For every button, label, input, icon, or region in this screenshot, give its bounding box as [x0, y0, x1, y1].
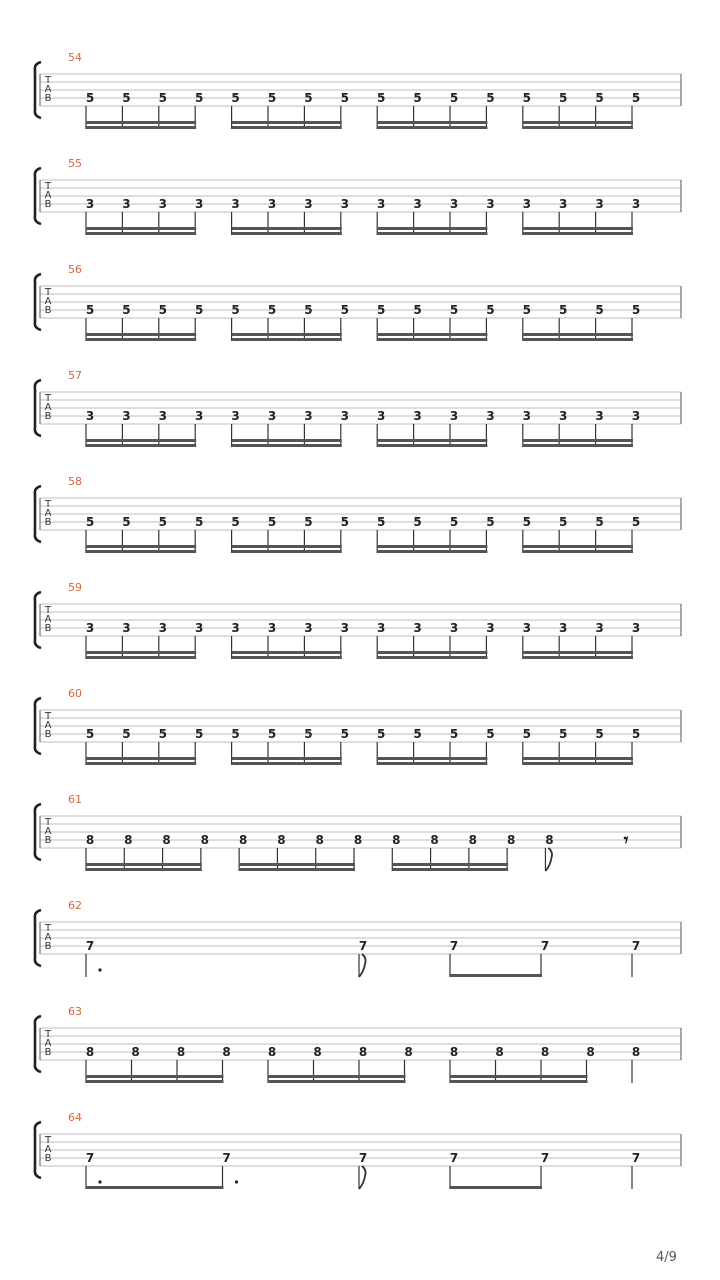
tab-clef-letter: B	[44, 941, 52, 952]
note-beam	[523, 338, 633, 341]
note-beam	[377, 444, 487, 447]
tab-system	[35, 157, 681, 235]
fret-number: 3	[377, 197, 386, 211]
note-beam	[523, 550, 633, 553]
fret-number: 5	[595, 515, 604, 529]
fret-number: 5	[85, 515, 95, 529]
fret-number: 3	[449, 621, 459, 635]
fret-number: 3	[85, 621, 95, 635]
tab-system	[35, 581, 681, 659]
fret-number: 8	[586, 1045, 595, 1059]
fret-number: 5	[413, 727, 422, 741]
note-beam	[239, 868, 355, 871]
fret-number: 3	[486, 409, 495, 423]
fret-number: 5	[340, 515, 349, 529]
fret-number: 8	[222, 1045, 231, 1059]
tab-clef-letter: A	[44, 402, 52, 413]
fret-number: 5	[449, 515, 459, 529]
note-beam-secondary	[523, 227, 633, 230]
fret-number: 3	[195, 409, 204, 423]
note-beam-secondary	[86, 333, 196, 336]
note-beam-secondary	[86, 757, 196, 760]
note-beam-secondary	[392, 863, 508, 866]
tab-clef-letter: B	[44, 517, 52, 528]
fret-number: 5	[85, 91, 95, 105]
tab-clef-letter: T	[44, 605, 52, 616]
measure-number: 56	[68, 263, 82, 276]
tab-system	[35, 369, 681, 447]
fret-number: 5	[486, 303, 495, 317]
measure-number: 62	[68, 899, 82, 912]
fret-number: 5	[158, 727, 167, 741]
fret-number: 5	[631, 91, 641, 105]
fret-number: 3	[304, 197, 313, 211]
fret-number: 5	[122, 91, 131, 105]
note-beam-secondary	[232, 333, 342, 336]
fret-number: 5	[231, 515, 240, 529]
fret-number: 3	[231, 409, 240, 423]
fret-number: 5	[449, 91, 459, 105]
fret-number: 5	[231, 303, 240, 317]
fret-number: 3	[195, 197, 204, 211]
fret-number: 5	[158, 303, 167, 317]
note-beam-secondary	[523, 545, 633, 548]
measure-number: 58	[68, 475, 82, 488]
note-beam	[377, 126, 487, 129]
note-beam-secondary	[86, 121, 196, 124]
fret-number: 5	[85, 303, 95, 317]
note-beam-secondary	[377, 757, 487, 760]
tab-clef-letter: A	[44, 826, 52, 837]
fret-number: 3	[85, 197, 95, 211]
page-number: 4/9	[656, 1250, 677, 1265]
duration-dot	[98, 968, 101, 971]
tab-clef-letter: T	[44, 711, 52, 722]
note-beam	[377, 550, 487, 553]
fret-number: 8	[353, 833, 363, 847]
note-beam	[523, 126, 633, 129]
note-beam	[86, 656, 196, 659]
fret-number: 5	[449, 727, 459, 741]
note-beam-secondary	[523, 651, 633, 654]
fret-number: 3	[340, 197, 349, 211]
fret-number: 8	[131, 1045, 140, 1059]
note-beam	[86, 550, 196, 553]
fret-number: 7	[540, 939, 550, 953]
note-beam	[232, 338, 342, 341]
fret-number: 5	[304, 515, 313, 529]
fret-number: 8	[162, 833, 171, 847]
note-beam-secondary	[232, 757, 342, 760]
tab-clef-letter: B	[44, 93, 52, 104]
fret-number: 3	[340, 409, 349, 423]
tab-clef-letter: T	[44, 923, 52, 934]
fret-number: 3	[122, 409, 131, 423]
note-beam	[232, 656, 342, 659]
fret-number: 5	[267, 303, 277, 317]
tab-clef-letter: A	[44, 190, 52, 201]
note-beam-secondary	[377, 651, 487, 654]
note-beam	[523, 444, 633, 447]
fret-number: 5	[449, 303, 459, 317]
fret-number: 5	[195, 515, 204, 529]
tab-clef-letter: A	[44, 508, 52, 519]
note-beam	[232, 126, 342, 129]
fret-number: 3	[595, 409, 604, 423]
note-beam-secondary	[86, 439, 196, 442]
note-flag	[545, 848, 552, 871]
tab-system	[35, 1111, 681, 1189]
fret-number: 3	[267, 621, 277, 635]
note-beam	[377, 762, 487, 765]
note-beam-secondary	[86, 227, 196, 230]
fret-number: 8	[313, 1045, 322, 1059]
fret-number: 3	[340, 621, 349, 635]
fret-number: 5	[195, 303, 204, 317]
fret-number: 5	[267, 727, 277, 741]
fret-number: 5	[631, 303, 641, 317]
fret-number: 3	[377, 409, 386, 423]
note-beam	[450, 1186, 542, 1189]
note-beam	[86, 1080, 224, 1083]
note-beam	[86, 338, 196, 341]
fret-number: 3	[158, 197, 167, 211]
tab-system	[35, 687, 681, 765]
fret-number: 5	[195, 727, 204, 741]
fret-number: 8	[545, 833, 554, 847]
tab-clef-letter: T	[44, 499, 52, 510]
note-beam	[86, 868, 202, 871]
fret-number: 5	[340, 727, 349, 741]
tab-clef-letter: T	[44, 287, 52, 298]
fret-number: 3	[85, 409, 95, 423]
fret-number: 3	[595, 621, 604, 635]
fret-number: 5	[486, 727, 495, 741]
fret-number: 5	[158, 91, 167, 105]
note-beam	[86, 126, 196, 129]
tab-clef-letter: A	[44, 720, 52, 731]
fret-number: 3	[304, 621, 313, 635]
note-beam-secondary	[523, 121, 633, 124]
tab-clef-letter: A	[44, 1144, 52, 1155]
fret-number: 5	[413, 515, 422, 529]
tab-system	[35, 475, 681, 553]
fret-number: 3	[158, 409, 167, 423]
fret-number: 5	[559, 303, 568, 317]
fret-number: 5	[522, 515, 531, 529]
fret-number: 8	[200, 833, 210, 847]
fret-number: 3	[231, 621, 240, 635]
fret-number: 5	[377, 91, 386, 105]
measure-number: 54	[68, 51, 82, 64]
fret-number: 8	[540, 1045, 550, 1059]
fret-number: 3	[413, 621, 422, 635]
tab-clef-letter: T	[44, 181, 52, 192]
tab-clef-letter: B	[44, 1047, 52, 1058]
fret-number: 7	[540, 1151, 550, 1165]
fret-number: 7	[449, 1151, 459, 1165]
fret-number: 7	[631, 939, 641, 953]
fret-number: 5	[522, 727, 531, 741]
fret-number: 3	[377, 621, 386, 635]
fret-number: 5	[377, 727, 386, 741]
fret-number: 8	[495, 1045, 504, 1059]
fret-number: 5	[377, 515, 386, 529]
fret-number: 3	[486, 197, 495, 211]
duration-dot	[235, 1180, 238, 1183]
tab-clef-letter: T	[44, 393, 52, 404]
measure-number: 61	[68, 793, 82, 806]
fret-number: 5	[267, 91, 277, 105]
fret-number: 8	[468, 833, 478, 847]
fret-number: 7	[85, 1151, 95, 1165]
note-beam-secondary	[232, 439, 342, 442]
fret-number: 5	[122, 515, 131, 529]
note-beam	[232, 444, 342, 447]
note-beam	[523, 762, 633, 765]
fret-number: 3	[631, 409, 641, 423]
note-beam	[86, 762, 196, 765]
fret-number: 3	[158, 621, 167, 635]
note-beam-secondary	[377, 333, 487, 336]
fret-number: 8	[85, 833, 95, 847]
fret-number: 5	[522, 303, 531, 317]
tab-clef-letter: A	[44, 614, 52, 625]
note-beam	[268, 1080, 406, 1083]
fret-number: 7	[631, 1151, 641, 1165]
note-beam	[523, 656, 633, 659]
note-beam	[232, 762, 342, 765]
fret-number: 5	[267, 515, 277, 529]
note-beam-secondary	[450, 1075, 588, 1078]
note-beam-secondary	[239, 863, 355, 866]
fret-number: 3	[631, 621, 641, 635]
tab-clef-letter: B	[44, 1153, 52, 1164]
fret-number: 5	[486, 515, 495, 529]
note-beam	[232, 550, 342, 553]
note-beam	[523, 232, 633, 235]
note-beam-secondary	[86, 651, 196, 654]
note-beam-secondary	[523, 333, 633, 336]
fret-number: 8	[124, 833, 133, 847]
note-beam	[377, 338, 487, 341]
note-beam	[86, 1186, 224, 1189]
note-beam-secondary	[377, 227, 487, 230]
eighth-rest: 𝄾	[623, 830, 629, 851]
tab-system	[35, 1005, 681, 1083]
fret-number: 5	[486, 91, 495, 105]
note-beam-secondary	[86, 545, 196, 548]
measure-number: 60	[68, 687, 82, 700]
fret-number: 8	[430, 833, 439, 847]
fret-number: 3	[559, 409, 568, 423]
measure-number: 63	[68, 1005, 82, 1018]
fret-number: 3	[122, 621, 131, 635]
fret-number: 3	[304, 409, 313, 423]
fret-number: 7	[449, 939, 459, 953]
tab-clef-letter: A	[44, 1038, 52, 1049]
fret-number: 5	[304, 303, 313, 317]
fret-number: 3	[231, 197, 240, 211]
tab-system	[35, 263, 681, 341]
fret-number: 8	[267, 1045, 277, 1059]
fret-number: 8	[358, 1045, 368, 1059]
fret-number: 8	[238, 833, 248, 847]
duration-dot	[98, 1180, 101, 1183]
fret-number: 8	[404, 1045, 413, 1059]
fret-number: 5	[559, 727, 568, 741]
tab-clef-letter: B	[44, 623, 52, 634]
note-beam-secondary	[232, 545, 342, 548]
fret-number: 8	[449, 1045, 459, 1059]
fret-number: 3	[195, 621, 204, 635]
fret-number: 3	[267, 409, 277, 423]
tab-clef-letter: A	[44, 932, 52, 943]
fret-number: 7	[85, 939, 95, 953]
tab-clef-letter: T	[44, 817, 52, 828]
tab-clef-letter: B	[44, 199, 52, 210]
fret-number: 5	[377, 303, 386, 317]
measure-number: 64	[68, 1111, 82, 1124]
fret-number: 3	[522, 621, 531, 635]
note-beam-secondary	[232, 121, 342, 124]
fret-number: 8	[631, 1045, 641, 1059]
note-beam	[377, 232, 487, 235]
fret-number: 8	[392, 833, 401, 847]
fret-number: 5	[595, 91, 604, 105]
note-beam	[86, 232, 196, 235]
fret-number: 5	[340, 303, 349, 317]
note-flag	[359, 954, 366, 977]
fret-number: 5	[304, 91, 313, 105]
note-beam	[232, 232, 342, 235]
fret-number: 5	[631, 515, 641, 529]
fret-number: 3	[413, 409, 422, 423]
fret-number: 5	[413, 303, 422, 317]
fret-number: 5	[85, 727, 95, 741]
note-beam-secondary	[86, 863, 202, 866]
fret-number: 7	[222, 1151, 231, 1165]
fret-number: 5	[413, 91, 422, 105]
tab-system	[35, 899, 681, 977]
fret-number: 5	[158, 515, 167, 529]
tab-clef-letter: B	[44, 305, 52, 316]
note-beam-secondary	[86, 1075, 224, 1078]
note-beam	[450, 1080, 588, 1083]
fret-number: 5	[631, 727, 641, 741]
fret-number: 5	[522, 91, 531, 105]
tab-clef-letter: T	[44, 75, 52, 86]
fret-number: 5	[304, 727, 313, 741]
fret-number: 5	[595, 727, 604, 741]
fret-number: 8	[315, 833, 324, 847]
fret-number: 8	[506, 833, 516, 847]
fret-number: 8	[85, 1045, 95, 1059]
fret-number: 8	[176, 1045, 186, 1059]
note-beam	[377, 656, 487, 659]
tab-system	[35, 793, 681, 871]
fret-number: 3	[267, 197, 277, 211]
fret-number: 5	[195, 91, 204, 105]
note-beam-secondary	[268, 1075, 406, 1078]
note-beam-secondary	[377, 545, 487, 548]
measure-number: 55	[68, 157, 82, 170]
tab-clef-letter: T	[44, 1029, 52, 1040]
fret-number: 3	[631, 197, 641, 211]
tab-system	[35, 51, 681, 129]
fret-number: 3	[522, 197, 531, 211]
fret-number: 5	[122, 727, 131, 741]
note-beam-secondary	[523, 757, 633, 760]
fret-number: 5	[340, 91, 349, 105]
note-beam-secondary	[377, 439, 487, 442]
tab-clef-letter: B	[44, 835, 52, 846]
fret-number: 5	[231, 91, 240, 105]
tab-clef-letter: B	[44, 411, 52, 422]
fret-number: 3	[413, 197, 422, 211]
note-beam-secondary	[232, 651, 342, 654]
fret-number: 3	[522, 409, 531, 423]
tab-clef-letter: B	[44, 729, 52, 740]
note-beam-secondary	[377, 121, 487, 124]
note-beam	[86, 444, 196, 447]
fret-number: 7	[358, 1151, 368, 1165]
fret-number: 3	[486, 621, 495, 635]
fret-number: 3	[122, 197, 131, 211]
fret-number: 5	[122, 303, 131, 317]
measure-number: 57	[68, 369, 82, 382]
fret-number: 3	[595, 197, 604, 211]
fret-number: 5	[231, 727, 240, 741]
measure-number: 59	[68, 581, 82, 594]
note-flag	[359, 1166, 366, 1189]
tab-clef-letter: A	[44, 296, 52, 307]
fret-number: 3	[559, 621, 568, 635]
fret-number: 3	[449, 197, 459, 211]
tab-clef-letter: A	[44, 84, 52, 95]
fret-number: 5	[559, 515, 568, 529]
fret-number: 3	[559, 197, 568, 211]
fret-number: 3	[449, 409, 459, 423]
fret-number: 7	[358, 939, 368, 953]
fret-number: 5	[559, 91, 568, 105]
fret-number: 8	[277, 833, 286, 847]
note-beam-secondary	[232, 227, 342, 230]
note-beam	[392, 868, 508, 871]
fret-number: 5	[595, 303, 604, 317]
tab-clef-letter: T	[44, 1135, 52, 1146]
note-beam-secondary	[523, 439, 633, 442]
note-beam	[450, 974, 542, 977]
